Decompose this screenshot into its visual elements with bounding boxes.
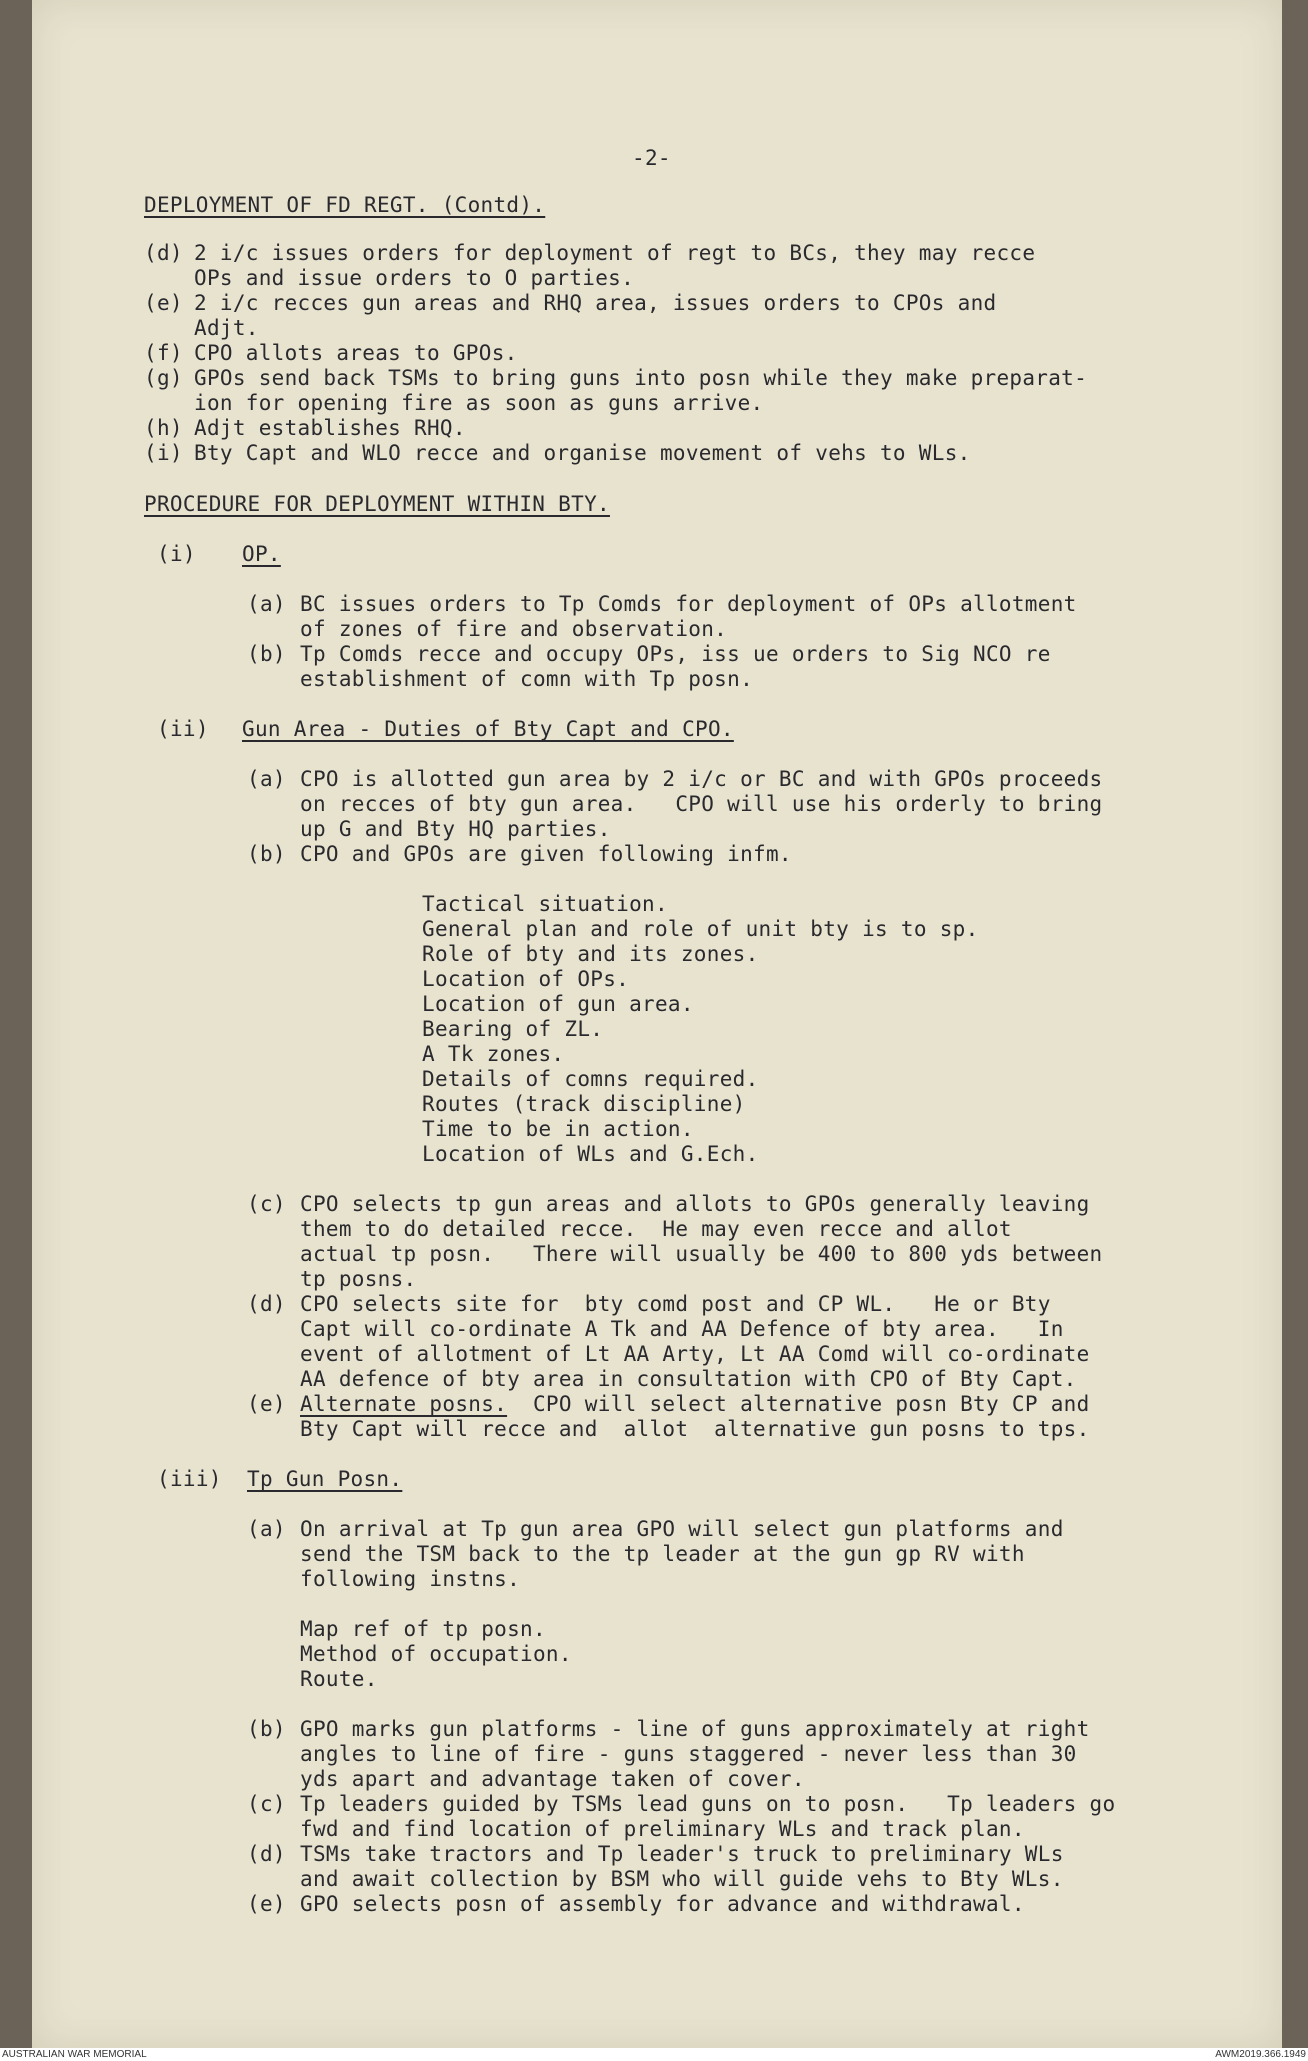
item-text: Tp leaders guided by TSMs lead guns on to posn. Tp leaders go [300,1792,1116,1816]
item-text: CPO selects tp gun areas and allots to GPOs generally leaving [300,1192,1090,1216]
item-label: (c) [247,1792,286,1816]
footer-accession-number: AWM2019.366.1949 [1215,2049,1306,2060]
infm-list-item: Routes (track discipline) [422,1092,746,1116]
item-text: angles to line of fire - guns staggered - never less than 30 [300,1742,1077,1766]
deployment-item-text: 2 i/c recces gun areas and RHQ area, issues orders to CPOs and [194,291,997,315]
alternate-posns-line [300,1392,1090,1417]
item-label: (d) [247,1292,286,1316]
instns-list-item: Map ref of tp posn. [300,1617,546,1641]
infm-list-item: Location of WLs and G.Ech. [422,1142,759,1166]
deployment-item-text: ion for opening fire as soon as guns arrive. [194,391,764,415]
infm-list-item: Location of OPs. [422,967,630,991]
item-text: actual tp posn. There will usually be 400 to 800 yds between [300,1242,1103,1266]
item-text: of zones of fire and observation. [300,617,728,641]
deployment-item-text: GPOs send back TSMs to bring guns into posn while they make preparat- [194,366,1088,390]
item-text: send the TSM back to the tp leader at the gun gp RV with [300,1542,1025,1566]
item-label: (d) [247,1842,286,1866]
deployment-item-label: (f) [144,341,183,365]
item-label: (e) [247,1892,286,1916]
deployment-item-label: (g) [144,366,183,390]
item-text: fwd and find location of preliminary WLs and track plan. [300,1817,1025,1841]
section-title: Gun Area - Duties of Bty Capt and CPO. [242,717,734,741]
item-text: event of allotment of Lt AA Arty, Lt AA Comd will co-ordinate [300,1342,1090,1366]
item-text: GPO selects posn of assembly for advance and withdrawal. [300,1892,1025,1916]
item-text: Bty Capt will recce and allot alternative gun posns to tps. [300,1417,1090,1441]
infm-list-item: Tactical situation. [422,892,668,916]
item-text: them to do detailed recce. He may even recce and allot [300,1217,1012,1241]
item-text: TSMs take tractors and Tp leader's truck to preliminary WLs [300,1842,1064,1866]
item-label: (b) [247,1717,286,1741]
item-label: (a) [247,592,286,616]
infm-list-item: Details of comns required. [422,1067,759,1091]
infm-list-item: Bearing of ZL. [422,1017,604,1041]
deployment-item-text: CPO allots areas to GPOs. [194,341,518,365]
archive-footer [0,2048,1308,2061]
item-text: establishment of comn with Tp posn. [300,667,754,691]
item-text: BC issues orders to Tp Comds for deployment of OPs allotment [300,592,1077,616]
deployment-item-text: Bty Capt and WLO recce and organise movement of vehs to WLs. [194,441,971,465]
infm-list-item: General plan and role of unit bty is to sp. [422,917,979,941]
infm-list-item: Time to be in action. [422,1117,694,1141]
section-title: Tp Gun Posn. [247,1467,403,1491]
deployment-item-label: (h) [144,416,183,440]
instns-list-item: Route. [300,1667,378,1691]
item-text: up G and Bty HQ parties. [300,817,611,841]
paper-sheet [32,0,1282,2048]
item-label: (a) [247,767,286,791]
item-text: CPO selects site for bty comd post and CP WL. He or Bty [300,1292,1051,1316]
item-label: (e) [247,1392,286,1416]
item-text: yds apart and advantage taken of cover. [300,1767,805,1791]
item-text: On arrival at Tp gun area GPO will select gun platforms and [300,1517,1064,1541]
infm-list-item: A Tk zones. [422,1042,565,1066]
heading-procedure: PROCEDURE FOR DEPLOYMENT WITHIN BTY. [144,492,610,516]
item-text: Tp Comds recce and occupy OPs, iss ue orders to Sig NCO re [300,642,1051,666]
deployment-item-text: 2 i/c issues orders for deployment of regt to BCs, they may recce [194,241,1036,265]
item-label: (c) [247,1192,286,1216]
item-text: CPO will select alternative posn Bty CP and [507,1392,1090,1416]
section-title: OP. [242,542,281,566]
deployment-item-label: (i) [144,441,183,465]
item-text: following instns. [300,1567,521,1591]
section-label: (ii) [157,717,209,741]
deployment-item-label: (d) [144,241,183,265]
deployment-item-text: Adjt. [194,316,259,340]
item-text: tp posns. [300,1267,417,1291]
item-label: (a) [247,1517,286,1541]
infm-list-item: Role of bty and its zones. [422,942,759,966]
item-text: Capt will co-ordinate A Tk and AA Defence of bty area. In [300,1317,1064,1341]
item-text: GPO marks gun platforms - line of guns approximately at right [300,1717,1090,1741]
item-label: (b) [247,842,286,866]
item-text: CPO and GPOs are given following infm. [300,842,792,866]
footer-archive-name: AUSTRALIAN WAR MEMORIAL [2,2049,147,2060]
document-page [32,0,1282,2048]
deployment-item-text: Adjt establishes RHQ. [194,416,466,440]
item-text: CPO is allotted gun area by 2 i/c or BC and with GPOs proceeds [300,767,1103,791]
deployment-item-label: (e) [144,291,183,315]
item-text: and await collection by BSM who will guide vehs to Bty WLs. [300,1867,1064,1891]
section-label: (iii) [157,1467,222,1491]
page-number: -2- [632,146,671,170]
instns-list-item: Method of occupation. [300,1642,572,1666]
infm-list-item: Location of gun area. [422,992,694,1016]
alternate-posns-subtitle: Alternate posns. [300,1392,508,1416]
deployment-item-text: OPs and issue orders to O parties. [194,266,635,290]
item-text: AA defence of bty area in consultation with CPO of Bty Capt. [300,1367,1077,1391]
heading-deployment: DEPLOYMENT OF FD REGT. (Contd). [144,193,546,217]
section-label: (i) [157,542,196,566]
item-label: (b) [247,642,286,666]
item-text: on recces of bty gun area. CPO will use his orderly to bring [300,792,1103,816]
